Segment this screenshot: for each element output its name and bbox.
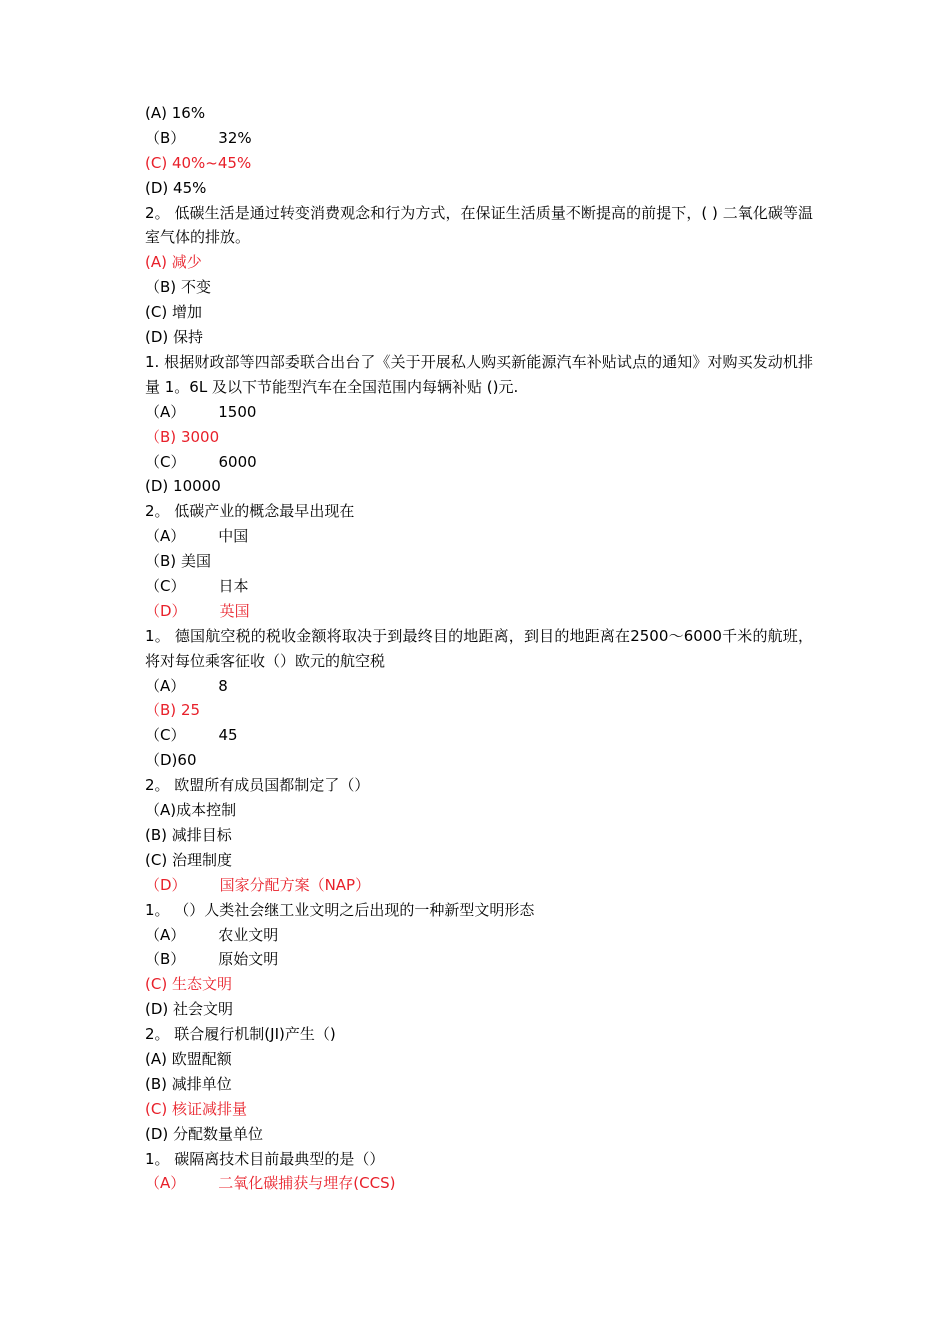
question-text: 2。 低碳生活是通过转变消费观念和行为方式，在保证生活质量不断提高的前提下，( ) 二氧化碳等温室气体的排放。 [145,203,813,247]
option-line: (C) 治理制度 [145,850,232,869]
option-line: （B) 美国 [145,552,211,571]
option-line: （A） 中国 [145,527,249,546]
answer-option-line: （B) 3000 [145,427,220,446]
answer-option-line: (C) 核证减排量 [145,1099,247,1118]
option-line: (D) 社会文明 [145,1000,234,1019]
option-line: （D)60 [145,751,197,770]
option-line: （A） 8 [145,676,228,695]
answer-option-line: （D） 国家分配方案（NAP） [145,875,371,894]
answer-option-line: （A） 二氧化碳捕获与埋存(CCS) [145,1174,396,1193]
answer-option-line: (A) 减少 [145,253,202,272]
option-line: （C） 日本 [145,577,249,595]
option-line: （A） 农业文明 [145,925,279,944]
question-text: 1. 根据财政部等四部委联合出台了《关于开展私人购买新能源汽车补贴试点的通知》对购买发动机排量 1。6L 及以下节能型汽车在全国范围内每辆补贴 ()元. [145,352,813,396]
option-line: （C） 6000 [145,452,257,471]
option-line: (D) 保持 [145,328,204,347]
question-text: 2。 低碳产业的概念最早出现在 [145,502,355,521]
question-text: 1。 碳隔离技术目前最典型的是（） [145,1149,385,1168]
option-line: (D) 分配数量单位 [145,1124,264,1143]
question-text: 2。 联合履行机制(JI)产生（) [145,1025,336,1044]
option-line: (B) 减排目标 [145,825,232,844]
option-line: （C） 45 [145,726,238,745]
question-text: 1。 德国航空税的税收金额将取决于到最终目的地距离，到目的地距离在2500～6000千米的航班，将对每位乘客征收（）欧元的航空税 [145,626,813,670]
option-line: (B) 减排单位 [145,1074,232,1093]
answer-option-line: (C) 生态文明 [145,975,232,994]
option-line: （B） 原始文明 [145,950,279,969]
answer-option-line: (C) 40%~45% [145,153,252,172]
document-page [145,101,813,1196]
option-line: (A) 16% [145,104,206,122]
question-text: 2。 欧盟所有成员国都制定了（） [145,776,370,795]
option-line: (D) 45% [145,178,207,197]
answer-option-line: （B) 25 [145,701,201,720]
option-line: (A) 欧盟配额 [145,1050,232,1068]
option-line: （B） 32% [145,128,252,147]
option-line: （A） 1500 [145,402,257,421]
answer-option-line: （D） 英国 [145,601,250,620]
option-line: (C) 增加 [145,303,202,322]
option-line: (D) 10000 [145,477,221,496]
option-line: （B) 不变 [145,278,211,297]
question-text: 1。 （）人类社会继工业文明之后出现的一种新型文明形态 [145,900,535,919]
option-line: （A)成本控制 [145,801,237,820]
